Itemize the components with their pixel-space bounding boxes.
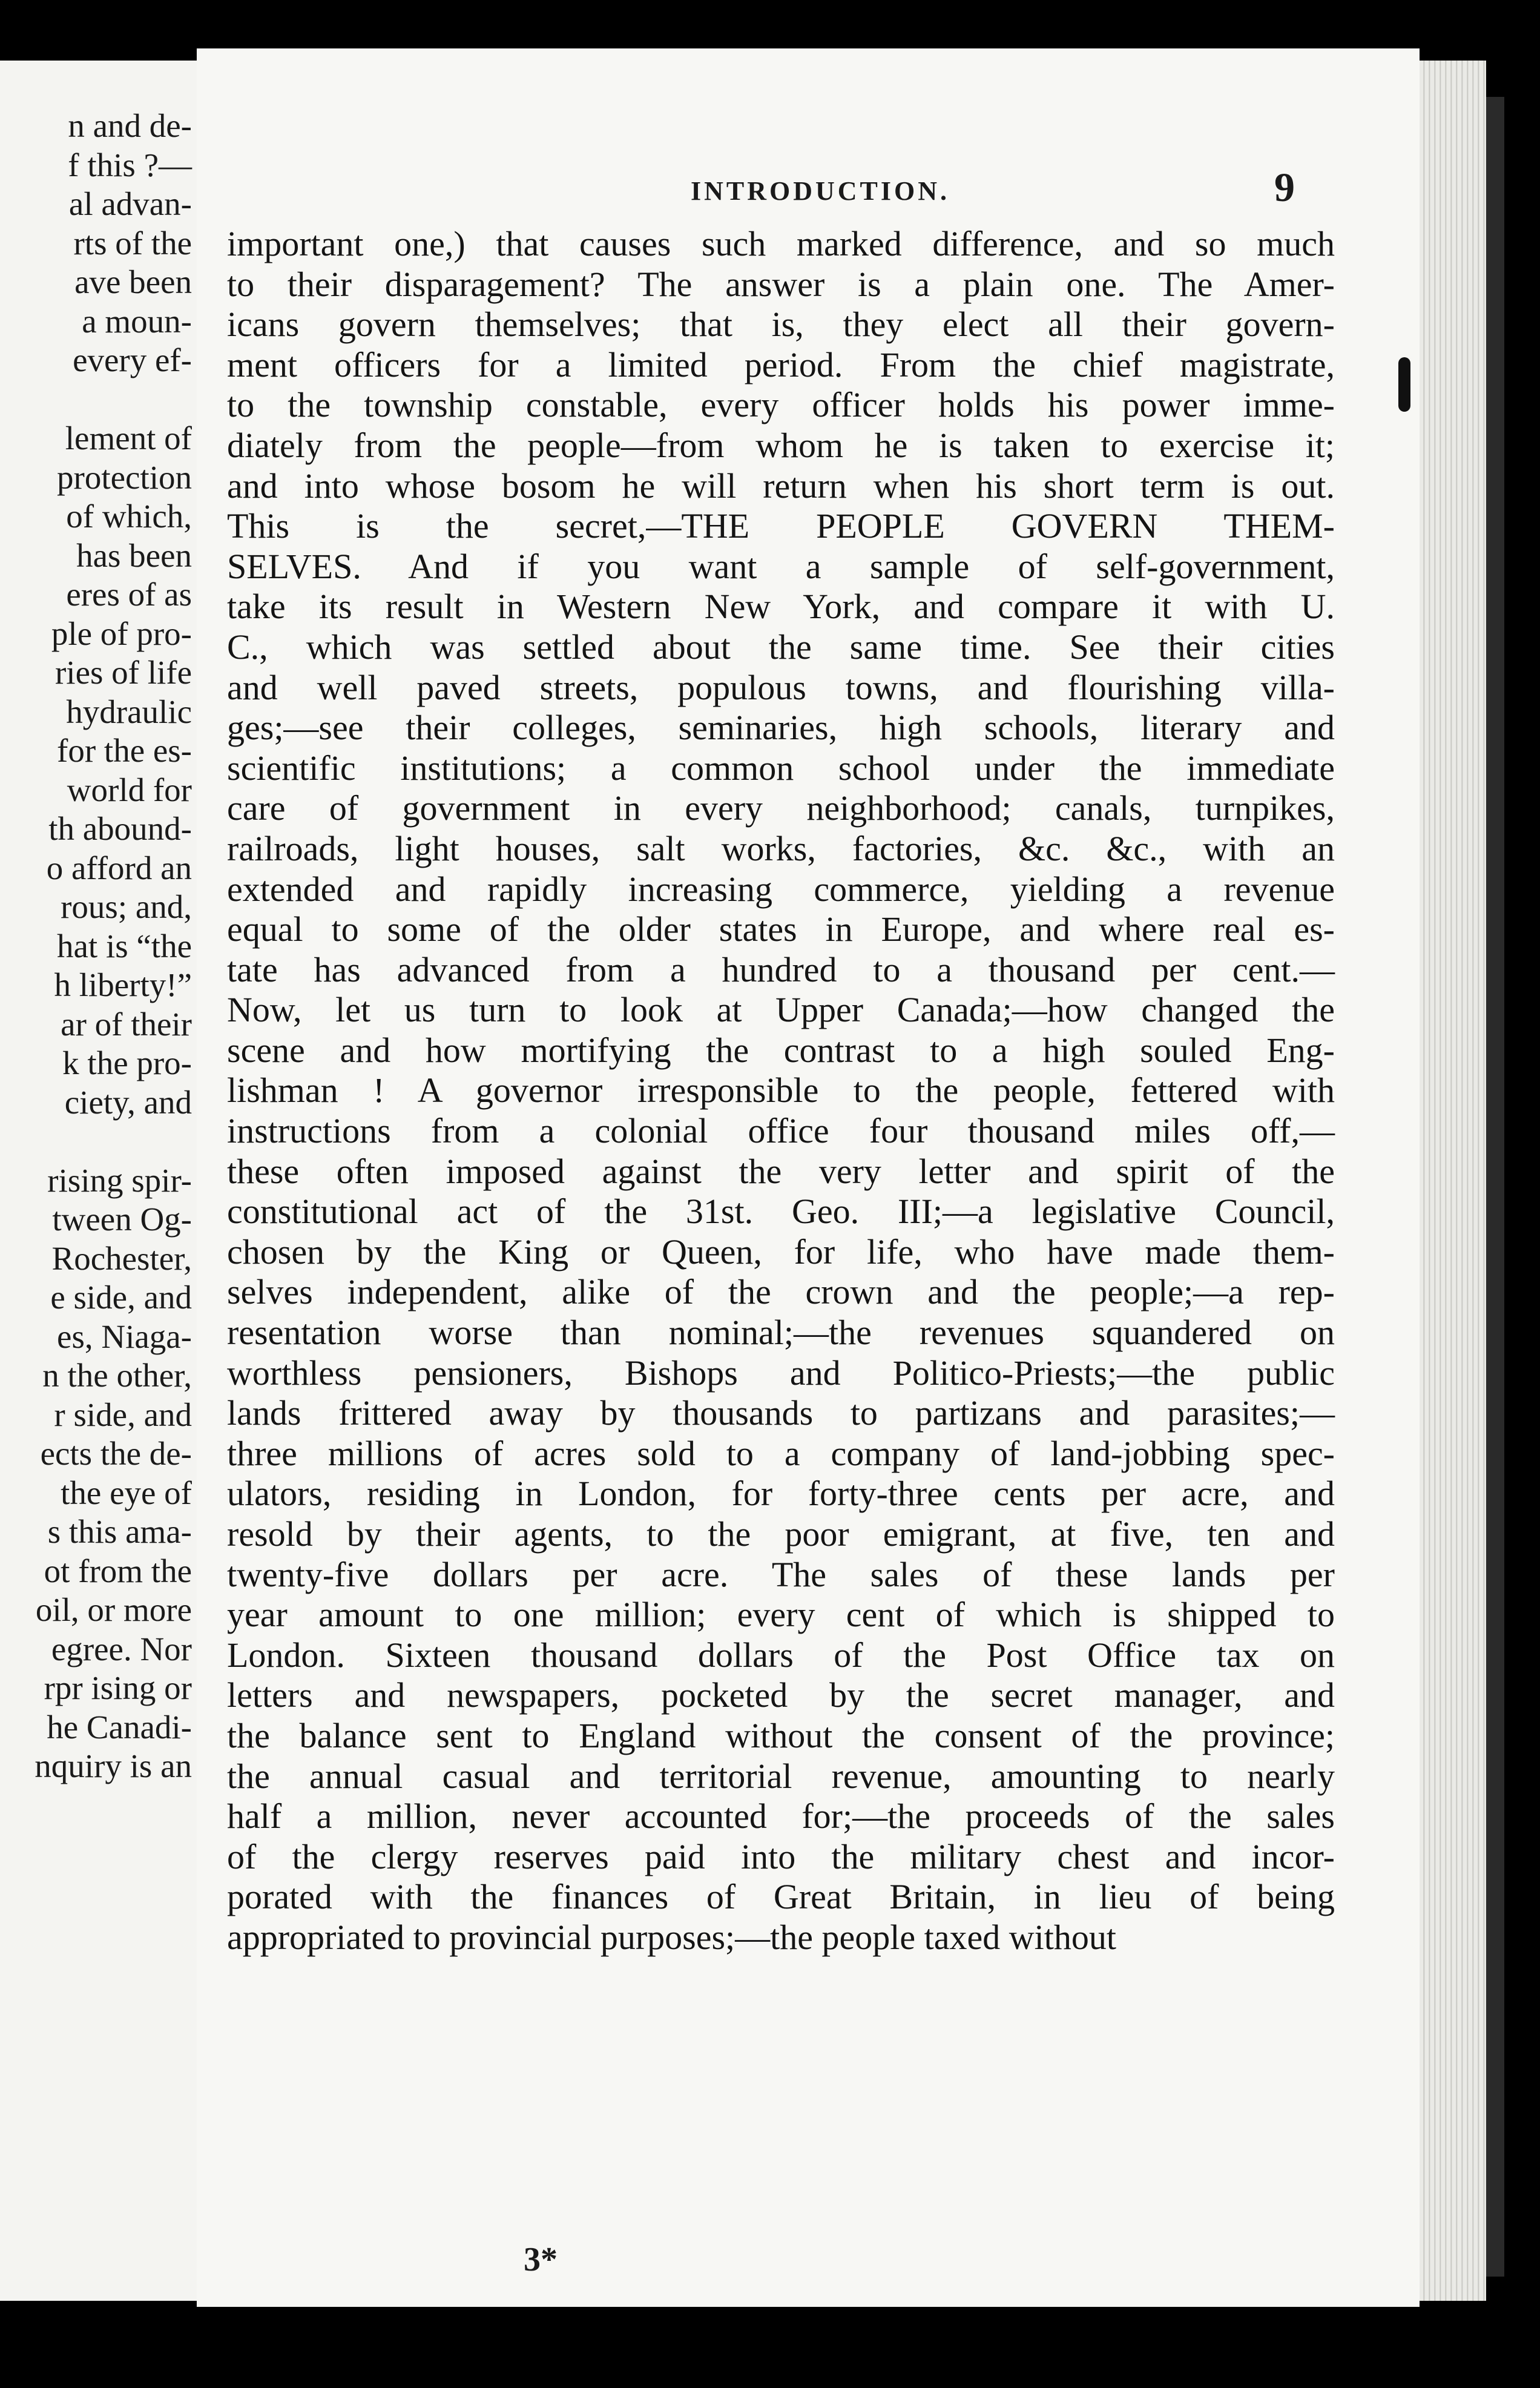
text-line: diately from the people—from whom he is taken to exercise it; bbox=[227, 425, 1335, 465]
text-line: instructions from a colonial office four thousand miles off,— bbox=[227, 1111, 1335, 1151]
page-edges bbox=[1420, 61, 1486, 2301]
text-line: and into whose bosom he will return when his short term is out. bbox=[227, 466, 1335, 506]
text-line: the balance sent to England without the consent of the province; bbox=[227, 1715, 1335, 1755]
facing-page-fragment bbox=[0, 61, 197, 2301]
text-line: letters and newspapers, pocketed by the secret manager, and bbox=[227, 1675, 1335, 1715]
text-line: tate has advanced from a hundred to a thousand per cent.— bbox=[227, 949, 1335, 989]
body-text bbox=[227, 224, 1335, 1958]
book-page bbox=[197, 48, 1420, 2307]
text-line: chosen by the King or Queen, for life, who have made them- bbox=[227, 1232, 1335, 1272]
text-line: SELVES. And if you want a sample of self-government, bbox=[227, 546, 1335, 586]
facing-page-line: ave been bbox=[74, 263, 192, 300]
text-line: half a million, never accounted for;—the proceeds of the sales bbox=[227, 1796, 1335, 1836]
facing-page-line: he Canadi- bbox=[47, 1708, 192, 1746]
text-line: C., which was settled about the same time. See their cities bbox=[227, 627, 1335, 667]
text-line: to their disparagement? The answer is a plain one. The Amer- bbox=[227, 264, 1335, 304]
text-line: these often imposed against the very letter and spirit of the bbox=[227, 1151, 1335, 1191]
text-line: London. Sixteen thousand dollars of the Post Office tax on bbox=[227, 1635, 1335, 1675]
signature-mark: 3* bbox=[524, 2241, 558, 2278]
facing-page-line: o afford an bbox=[46, 849, 192, 886]
text-line: resold by their agents, to the poor emigrant, at five, ten and bbox=[227, 1514, 1335, 1554]
facing-page-line: al advan- bbox=[68, 185, 192, 222]
facing-page-line: nquiry is an bbox=[35, 1747, 192, 1784]
facing-page-line: hydraulic bbox=[66, 693, 192, 730]
facing-page-line: of which, bbox=[66, 498, 192, 535]
facing-page-line: lement of bbox=[65, 420, 192, 457]
facing-page-line: n the other, bbox=[42, 1357, 192, 1394]
facing-page-line: ple of pro- bbox=[51, 615, 192, 652]
facing-page-line: world for bbox=[67, 771, 192, 808]
text-line: ges;—see their colleges, seminaries, high schools, literary and bbox=[227, 708, 1335, 748]
facing-page-line: f this ?— bbox=[68, 146, 192, 183]
facing-page-line: protection bbox=[57, 458, 192, 496]
text-line: care of government in every neighborhood; canals, turnpikes, bbox=[227, 788, 1335, 828]
text-line: lishman ! A governor irresponsible to the people, fettered with bbox=[227, 1070, 1335, 1110]
facing-page-line: egree. Nor bbox=[51, 1630, 192, 1667]
text-line: constitutional act of the 31st. Geo. III;—a legislative Council, bbox=[227, 1192, 1335, 1232]
facing-page-line: ot from the bbox=[44, 1552, 192, 1589]
text-line: scene and how mortifying the contrast to a high souled Eng- bbox=[227, 1030, 1335, 1070]
text-line: equal to some of the older states in Europe, and where real es- bbox=[227, 909, 1335, 949]
text-line: extended and rapidly increasing commerce, yielding a revenue bbox=[227, 869, 1335, 909]
facing-page-line: eres of as bbox=[66, 576, 192, 613]
text-line: the annual casual and territorial revenue, amounting to nearly bbox=[227, 1756, 1335, 1796]
facing-page-line: ries of life bbox=[54, 654, 192, 691]
facing-page-line: has been bbox=[76, 536, 192, 574]
text-line: lands frittered away by thousands to partizans and parasites;— bbox=[227, 1393, 1335, 1433]
facing-page-line: rts of the bbox=[73, 224, 192, 262]
facing-page-line: n and de- bbox=[68, 107, 192, 144]
text-line: This is the secret,—THE PEOPLE GOVERN THEM- bbox=[227, 506, 1335, 546]
facing-page-line: th abound- bbox=[48, 810, 192, 847]
text-line: icans govern themselves; that is, they elect all their govern- bbox=[227, 305, 1335, 345]
facing-page-line: ects the de- bbox=[40, 1435, 192, 1472]
facing-page-line: every ef- bbox=[73, 341, 192, 378]
page-number: 9 bbox=[1274, 164, 1295, 210]
text-line: worthless pensioners, Bishops and Politico-Priests;—the public bbox=[227, 1353, 1335, 1393]
text-line: twenty-five dollars per acre. The sales of these lands per bbox=[227, 1554, 1335, 1594]
facing-page-line: h liberty!” bbox=[54, 966, 192, 1003]
running-head: INTRODUCTION. bbox=[690, 176, 950, 206]
facing-page-line: rising spir- bbox=[47, 1161, 192, 1199]
text-line: Now, let us turn to look at Upper Canada;—how changed the bbox=[227, 990, 1335, 1030]
facing-page-line: k the pro- bbox=[62, 1044, 192, 1081]
facing-page-line: ar of their bbox=[61, 1005, 192, 1043]
text-line: to the township constable, every officer holds his power imme- bbox=[227, 385, 1335, 425]
text-line: scientific institutions; a common school under the immediate bbox=[227, 748, 1335, 788]
text-line: take its result in Western New York, and compare it with U. bbox=[227, 587, 1335, 627]
facing-page-line: tween Og- bbox=[52, 1201, 192, 1238]
facing-page-line: hat is “the bbox=[57, 927, 192, 965]
facing-page-line: the eye of bbox=[61, 1474, 192, 1511]
facing-page-line: es, Niaga- bbox=[57, 1318, 192, 1355]
binding-shadow bbox=[1486, 97, 1504, 2277]
text-line: important one,) that causes such marked difference, and so much bbox=[227, 224, 1335, 263]
facing-page-line: rous; and, bbox=[61, 888, 192, 925]
facing-page-line: ciety, and bbox=[64, 1083, 192, 1121]
text-line: resentation worse than nominal;—the revenues squandered on bbox=[227, 1313, 1335, 1353]
facing-page-line: rpr ising or bbox=[44, 1669, 192, 1706]
text-line: selves independent, alike of the crown and the people;—a rep- bbox=[227, 1272, 1335, 1312]
margin-mark bbox=[1398, 357, 1410, 412]
facing-page-line: Rochester, bbox=[51, 1239, 192, 1277]
text-line: three millions of acres sold to a company of land-jobbing spec- bbox=[227, 1433, 1335, 1473]
text-line: appropriated to provincial purposes;—the people taxed without bbox=[227, 1917, 1116, 1957]
text-line: porated with the finances of Great Britain, in lieu of being bbox=[227, 1877, 1335, 1917]
text-line: ulators, residing in London, for forty-three cents per acre, and bbox=[227, 1474, 1335, 1514]
facing-page-line: a moun- bbox=[82, 302, 192, 340]
facing-page-line: e side, and bbox=[50, 1279, 192, 1316]
text-line: railroads, light houses, salt works, factories, &c. &c., with an bbox=[227, 828, 1335, 868]
text-line: year amount to one million; every cent of which is shipped to bbox=[227, 1595, 1335, 1635]
facing-page-line: for the es- bbox=[57, 732, 192, 769]
facing-page-line: s this ama- bbox=[47, 1513, 192, 1550]
facing-page-line: r side, and bbox=[54, 1396, 192, 1433]
text-line: and well paved streets, populous towns, and flourishing villa- bbox=[227, 667, 1335, 707]
text-line: of the clergy reserves paid into the military chest and incor- bbox=[227, 1836, 1335, 1876]
text-line: ment officers for a limited period. From the chief magistrate, bbox=[227, 345, 1335, 384]
facing-page-line: oil, or more bbox=[35, 1591, 192, 1628]
